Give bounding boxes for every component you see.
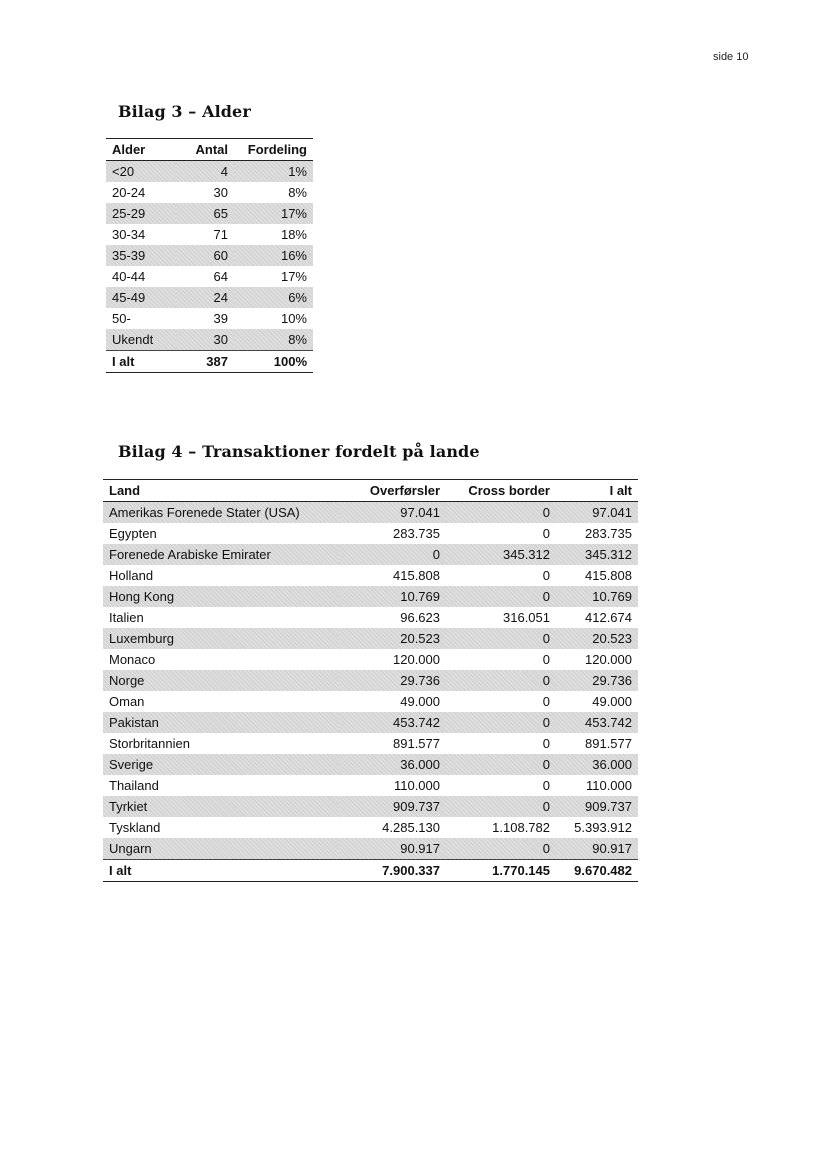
cell-overforsler: 110.000 xyxy=(393,778,440,793)
cell-land: Italien xyxy=(109,610,144,625)
cell-land: Storbritannien xyxy=(109,736,190,751)
page-number: side 10 xyxy=(713,51,749,63)
cell-i-alt: 453.742 xyxy=(556,712,638,733)
cell-overforsler: 10.769 xyxy=(339,586,446,607)
cell-alder: <20 xyxy=(106,161,176,183)
cell-land: Egypten xyxy=(109,526,157,541)
table-row xyxy=(106,329,313,351)
cell-cross-border: 0 xyxy=(542,736,550,751)
cell-land: Amerikas Forenede Stater (USA) xyxy=(103,502,339,524)
total-overforsler: 7.900.337 xyxy=(382,863,440,878)
cell-cross-border: 0 xyxy=(446,754,556,775)
cell-i-alt: 29.736 xyxy=(556,670,638,691)
table-row xyxy=(106,161,313,183)
country-table xyxy=(103,479,638,882)
cell-land: Oman xyxy=(109,694,145,709)
cell-fordeling: 1% xyxy=(234,161,313,183)
cell-i-alt: 415.808 xyxy=(585,568,632,583)
table-row xyxy=(103,838,638,860)
cell-alder: 25-29 xyxy=(106,203,176,224)
cell-land: Hong Kong xyxy=(103,586,339,607)
cell-cross-border: 0 xyxy=(446,628,556,649)
table-row xyxy=(103,607,638,628)
column-header-overforsler: Overførsler xyxy=(369,483,440,498)
cell-fordeling: 16% xyxy=(234,245,313,266)
cell-fordeling: 8% xyxy=(234,329,313,351)
cell-alder: Ukendt xyxy=(106,329,176,351)
cell-fordeling: 10% xyxy=(280,311,307,326)
total-fordeling: 100% xyxy=(273,354,307,369)
cell-antal: 30 xyxy=(213,185,228,200)
cell-alder: 45-49 xyxy=(106,287,176,308)
table-row xyxy=(103,628,638,649)
cell-i-alt: 10.769 xyxy=(556,586,638,607)
cell-overforsler: 891.577 xyxy=(393,736,440,751)
cell-antal: 24 xyxy=(176,287,234,308)
cell-land: Ungarn xyxy=(103,838,339,860)
table-row xyxy=(106,287,313,308)
cell-cross-border: 0 xyxy=(542,778,550,793)
table-row xyxy=(106,245,313,266)
table-row xyxy=(106,308,313,329)
column-header-alder: Alder xyxy=(112,142,146,157)
cell-cross-border: 0 xyxy=(542,568,550,583)
table-total-row xyxy=(106,351,313,373)
cell-overforsler: 909.737 xyxy=(339,796,446,817)
cell-antal: 30 xyxy=(176,329,234,351)
cell-cross-border: 0 xyxy=(446,712,556,733)
cell-antal: 39 xyxy=(213,311,228,326)
cell-alder: 40-44 xyxy=(112,269,146,284)
cell-i-alt: 49.000 xyxy=(592,694,632,709)
cell-land: Luxemburg xyxy=(103,628,339,649)
cell-overforsler: 120.000 xyxy=(393,652,440,667)
table-row xyxy=(103,796,638,817)
cell-fordeling: 6% xyxy=(234,287,313,308)
bilag4-heading: Bilag 4 – Transaktioner fordelt på lande xyxy=(118,442,480,461)
cell-cross-border: 0 xyxy=(446,670,556,691)
table-row xyxy=(103,670,638,691)
cell-land: Monaco xyxy=(109,652,156,667)
total-label: I alt xyxy=(109,863,132,878)
cell-land: Tyskland xyxy=(109,820,161,835)
bilag3-heading: Bilag 3 – Alder xyxy=(118,102,251,121)
cell-antal: 64 xyxy=(213,269,228,284)
table-row xyxy=(103,691,638,712)
table-row xyxy=(103,754,638,775)
cell-overforsler: 283.735 xyxy=(393,526,440,541)
cell-i-alt: 90.917 xyxy=(556,838,638,860)
total-i-alt: 9.670.482 xyxy=(574,863,632,878)
cell-fordeling: 17% xyxy=(234,203,313,224)
cell-overforsler: 36.000 xyxy=(339,754,446,775)
column-header-i-alt: I alt xyxy=(609,483,632,498)
age-table xyxy=(106,138,313,373)
cell-i-alt: 110.000 xyxy=(585,778,632,793)
cell-overforsler: 453.742 xyxy=(339,712,446,733)
cell-cross-border: 0 xyxy=(446,502,556,524)
cell-i-alt: 120.000 xyxy=(585,652,632,667)
cell-fordeling: 8% xyxy=(288,185,307,200)
cell-land: Norge xyxy=(103,670,339,691)
cell-overforsler: 96.623 xyxy=(400,610,440,625)
table-row xyxy=(103,649,638,670)
cell-alder: 30-34 xyxy=(112,227,146,242)
cell-cross-border: 0 xyxy=(446,796,556,817)
cell-antal: 4 xyxy=(176,161,234,183)
total-label: I alt xyxy=(112,354,135,369)
table-row xyxy=(106,182,313,203)
cell-cross-border: 345.312 xyxy=(446,544,556,565)
table-row xyxy=(103,817,638,838)
cell-cross-border: 0 xyxy=(446,838,556,860)
table-row xyxy=(103,775,638,796)
table-row xyxy=(103,733,638,754)
cell-cross-border: 0 xyxy=(542,526,550,541)
table-row xyxy=(103,502,638,524)
column-header-cross-border: Cross border xyxy=(468,483,550,498)
cell-overforsler: 90.917 xyxy=(339,838,446,860)
cell-i-alt: 283.735 xyxy=(585,526,632,541)
cell-i-alt: 891.577 xyxy=(585,736,632,751)
cell-overforsler: 20.523 xyxy=(339,628,446,649)
cell-land: Tyrkiet xyxy=(103,796,339,817)
column-header-land: Land xyxy=(109,483,141,498)
cell-land: Pakistan xyxy=(103,712,339,733)
cell-i-alt: 20.523 xyxy=(556,628,638,649)
cell-land: Sverige xyxy=(103,754,339,775)
table-total-row xyxy=(103,860,638,882)
column-header-antal: Antal xyxy=(195,142,228,157)
table-row xyxy=(103,712,638,733)
column-header-fordeling: Fordeling xyxy=(247,142,307,157)
cell-land: Holland xyxy=(109,568,154,583)
cell-overforsler: 29.736 xyxy=(339,670,446,691)
table-row xyxy=(106,266,313,287)
total-antal: 387 xyxy=(206,354,228,369)
cell-antal: 71 xyxy=(213,227,228,242)
cell-cross-border: 0 xyxy=(446,586,556,607)
cell-alder: 20-24 xyxy=(112,185,146,200)
cell-overforsler: 4.285.130 xyxy=(382,820,440,835)
cell-cross-border: 0 xyxy=(542,652,550,667)
cell-i-alt: 412.674 xyxy=(585,610,632,625)
table-header-row xyxy=(106,139,313,161)
table-row xyxy=(106,224,313,245)
cell-cross-border: 0 xyxy=(542,694,550,709)
table-row xyxy=(103,586,638,607)
cell-i-alt: 5.393.912 xyxy=(574,820,632,835)
table-row xyxy=(103,565,638,586)
cell-cross-border: 316.051 xyxy=(503,610,550,625)
cell-overforsler: 97.041 xyxy=(339,502,446,524)
cell-alder: 35-39 xyxy=(106,245,176,266)
cell-overforsler: 0 xyxy=(339,544,446,565)
cell-cross-border: 1.108.782 xyxy=(492,820,550,835)
cell-overforsler: 415.808 xyxy=(393,568,440,583)
cell-antal: 60 xyxy=(176,245,234,266)
cell-i-alt: 97.041 xyxy=(556,502,638,524)
total-cross-border: 1.770.145 xyxy=(492,863,550,878)
cell-i-alt: 36.000 xyxy=(556,754,638,775)
cell-i-alt: 909.737 xyxy=(556,796,638,817)
table-row xyxy=(103,544,638,565)
table-header-row xyxy=(103,480,638,502)
table-row xyxy=(106,203,313,224)
cell-antal: 65 xyxy=(176,203,234,224)
cell-land: Thailand xyxy=(109,778,159,793)
cell-overforsler: 49.000 xyxy=(400,694,440,709)
cell-fordeling: 17% xyxy=(280,269,307,284)
cell-alder: 50- xyxy=(112,311,131,326)
table-row xyxy=(103,523,638,544)
cell-i-alt: 345.312 xyxy=(556,544,638,565)
cell-land: Forenede Arabiske Emirater xyxy=(103,544,339,565)
cell-fordeling: 18% xyxy=(280,227,307,242)
